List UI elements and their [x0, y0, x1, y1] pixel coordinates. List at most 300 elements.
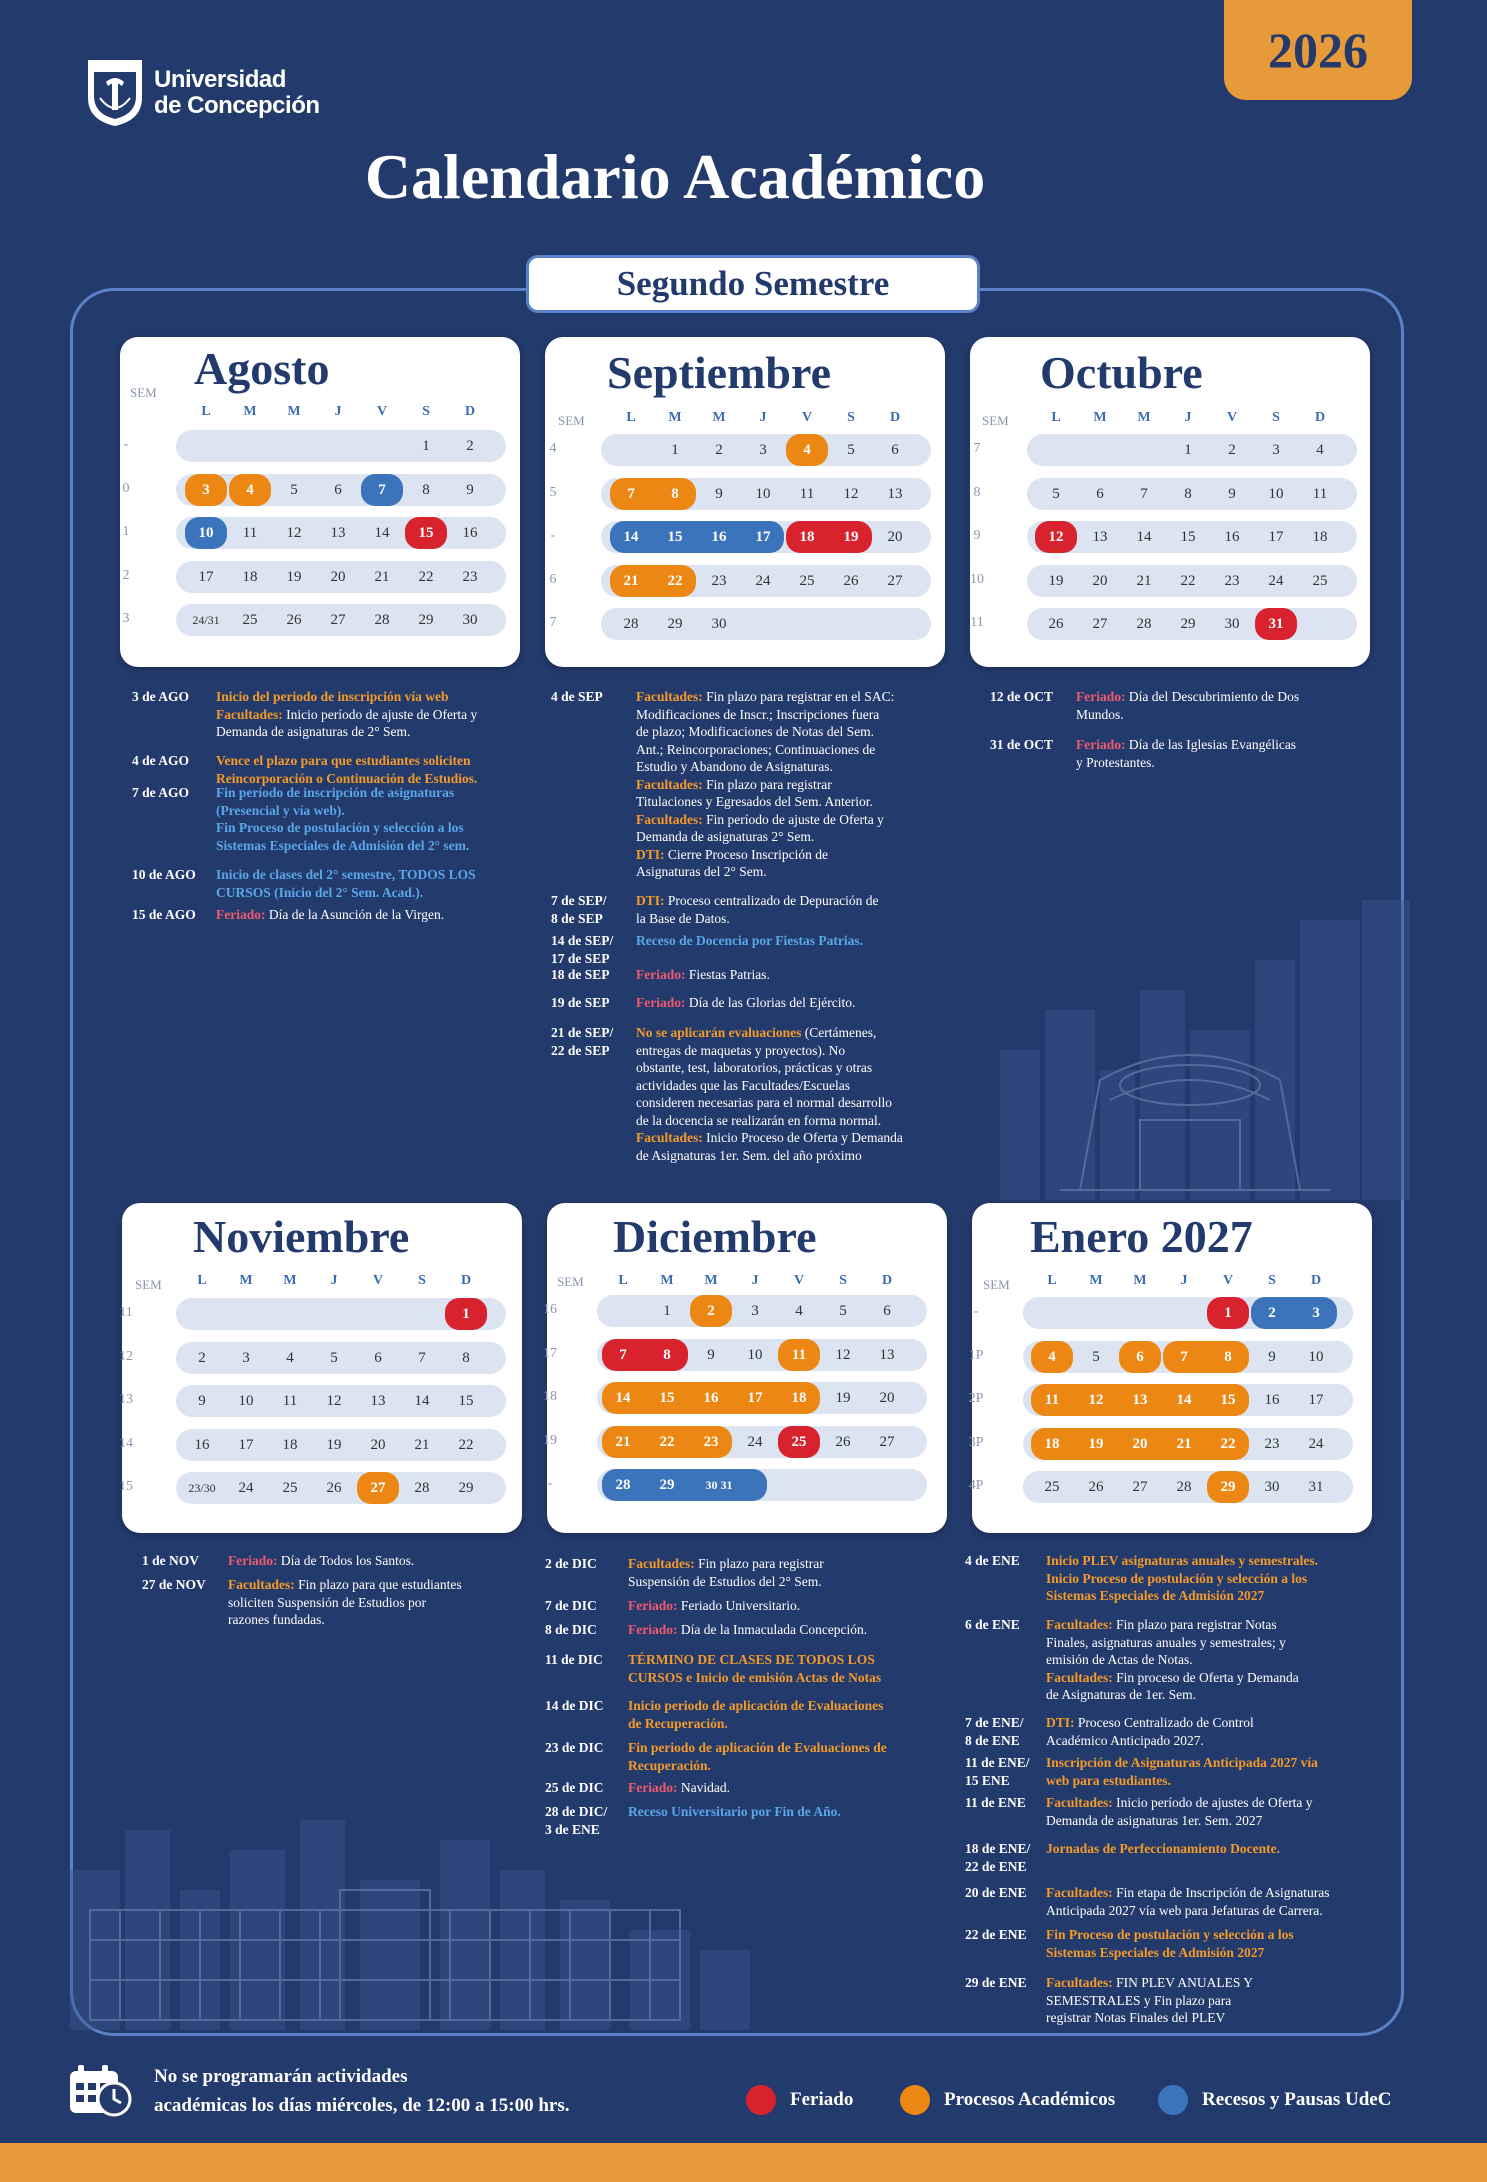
day-cell: 21 — [623, 573, 639, 589]
weekday-header: S — [1268, 1273, 1276, 1288]
weekday-header: V — [372, 1273, 384, 1288]
legend-procesos — [900, 2085, 1115, 2115]
day-cell: 18 — [242, 569, 258, 585]
event-date-line: 7 de SEP/ — [551, 893, 607, 908]
day-cell: 23 — [1224, 573, 1240, 589]
day-cell: 18 — [1312, 529, 1328, 545]
day-cell: 26 — [1048, 616, 1064, 632]
event-date-line: 7 de ENE/ — [965, 1715, 1024, 1730]
weekday-header: L — [626, 410, 636, 425]
day-cell: 23 — [462, 569, 478, 585]
week-number: 19 — [543, 1433, 557, 1448]
event-date-line: 22 de ENE — [965, 1858, 1027, 1874]
event-date — [551, 932, 613, 967]
event-text: Demanda de asignaturas 1er. Sem. 2027 — [1046, 1812, 1263, 1828]
day-cell: 6 — [883, 1303, 891, 1319]
event-item — [545, 1803, 958, 1838]
month-title: Agosto — [194, 343, 330, 394]
day-cell: 2 — [715, 442, 723, 458]
weekday-header: M — [1093, 410, 1107, 425]
event-date — [142, 1552, 199, 1570]
event-line — [636, 1147, 956, 1165]
event-text: Facultades: — [1046, 1669, 1113, 1685]
event-line — [228, 1594, 528, 1612]
event-date-line: 21 de SEP/ — [551, 1025, 614, 1040]
event-line — [216, 802, 536, 820]
event-line — [636, 776, 956, 794]
event-line — [636, 1129, 956, 1147]
event-date — [132, 866, 196, 884]
event-item — [965, 1616, 1386, 1704]
day-cell: 2 — [198, 1350, 206, 1366]
event-line — [628, 1597, 958, 1615]
bottom-band — [0, 2143, 1487, 2182]
week-number: 0 — [122, 481, 130, 496]
day-cell: 24 — [1268, 573, 1284, 589]
event-line — [1046, 1944, 1386, 1962]
event-date — [545, 1597, 597, 1615]
event-item — [545, 1555, 958, 1590]
event-date — [545, 1779, 604, 1797]
day-cell: 1 — [462, 1306, 470, 1322]
event-line — [636, 811, 956, 829]
event-date-line: 4 de SEP — [551, 689, 603, 704]
event-date — [965, 1840, 1030, 1875]
day-cell: 28 — [1136, 616, 1152, 632]
event-item — [965, 1926, 1386, 1961]
weekday-header: M — [1133, 1273, 1147, 1288]
calendar-clock-icon — [68, 2065, 134, 2117]
event-date-line: 31 de OCT — [990, 737, 1054, 752]
event-detail: Fin plazo para que estudiantes — [294, 1577, 462, 1592]
day-cell: 6 — [891, 442, 899, 458]
month-title: Septiembre — [607, 347, 832, 398]
event-line — [628, 1779, 958, 1797]
event-line — [628, 1669, 958, 1687]
event-line — [636, 994, 956, 1012]
event-text: Facultades: — [1046, 1975, 1113, 1990]
event-date-line: 14 de SEP/ — [551, 933, 614, 948]
event-date-line: 17 de SEP — [551, 950, 610, 966]
day-cell: 6 — [1096, 486, 1104, 502]
day-cell: 15 — [1220, 1392, 1236, 1408]
day-cell: 2 — [466, 438, 474, 454]
weekday-header: S — [422, 404, 430, 419]
event-text: de Asignaturas de 1er. Sem. — [1046, 1687, 1196, 1702]
day-cell: 9 — [707, 1347, 715, 1363]
day-cell: 21 — [374, 569, 390, 585]
week-number: 4 — [549, 441, 557, 456]
event-detail: Feriado Universitario. — [677, 1598, 801, 1613]
event-text: consideren necesarias para el normal desarrollo — [636, 1095, 893, 1110]
day-cell: 15 — [667, 529, 683, 545]
event-item — [965, 1794, 1386, 1829]
day-cell: 21 — [414, 1437, 430, 1453]
event-line — [1076, 754, 1376, 772]
event-text: Feriado: — [628, 1598, 678, 1613]
month-title: Octubre — [1040, 347, 1203, 398]
day-cell: 2 — [1228, 442, 1236, 458]
weekday-header: L — [618, 1273, 628, 1288]
day-cell: 20 — [1132, 1436, 1148, 1452]
day-cell: 24 — [1308, 1436, 1324, 1452]
event-text: CURSOS (Inicio del 2° Sem. Acad.). — [216, 884, 424, 900]
weekday-header: M — [243, 404, 257, 419]
day-cell: 12 — [1048, 529, 1064, 545]
event-text: SEMESTRALES y Fin plazo para — [1046, 1992, 1232, 2008]
event-item — [551, 994, 956, 1012]
event-text: Feriado: — [1076, 737, 1126, 752]
day-cell: 13 — [370, 1393, 386, 1409]
event-item — [545, 1697, 958, 1732]
event-date-line: 22 de SEP — [551, 1042, 610, 1058]
event-line — [1046, 1651, 1386, 1669]
weekday-header: D — [1314, 410, 1326, 425]
event-item — [551, 892, 956, 927]
sem-header: SEM — [558, 413, 585, 428]
week-number: 3 — [122, 611, 130, 626]
event-text: Sistemas Especiales de Admisión 2027 — [1046, 1588, 1265, 1603]
event-date-line: 1 de NOV — [142, 1553, 199, 1568]
weekday-header: J — [1180, 1273, 1188, 1288]
day-cell: 13 — [887, 486, 903, 502]
event-item — [545, 1739, 958, 1774]
event-line — [228, 1611, 528, 1629]
day-cell: 9 — [1268, 1349, 1276, 1365]
day-cell: 29 — [458, 1480, 474, 1496]
day-cell: 29 — [1220, 1479, 1236, 1495]
week-number: 8 — [973, 485, 981, 500]
event-item — [132, 866, 536, 901]
week-number: 12 — [119, 1349, 133, 1364]
event-detail: Navidad. — [677, 1780, 730, 1795]
day-cell: 27 — [330, 612, 346, 628]
event-item — [132, 688, 536, 741]
event-line — [636, 910, 956, 928]
event-date — [132, 752, 189, 770]
event-text: registrar Notas Finales del PLEV — [1046, 2010, 1226, 2025]
week-number: 15 — [119, 1479, 133, 1494]
weekday-header: J — [759, 410, 767, 425]
event-item — [965, 1974, 1386, 2027]
day-cell: 7 — [1180, 1349, 1188, 1365]
day-cell: 6 — [334, 482, 342, 498]
day-cell: 7 — [1140, 486, 1148, 502]
event-line — [1076, 688, 1376, 706]
day-cell: 27 — [370, 1480, 386, 1496]
event-date — [990, 688, 1053, 706]
weekday-header: M — [239, 1273, 253, 1288]
event-text: y Protestantes. — [1076, 754, 1155, 770]
event-line — [1046, 1669, 1386, 1687]
event-text: Facultades: — [228, 1577, 295, 1592]
day-cell: 7 — [627, 486, 635, 502]
event-date — [132, 784, 189, 802]
event-text: Demanda de asignaturas de 2° Sem. — [216, 724, 411, 739]
day-cell: 8 — [1224, 1349, 1232, 1365]
event-line — [636, 793, 956, 811]
weekday-header: M — [283, 1273, 297, 1288]
event-date-line: 28 de DIC/ — [545, 1804, 608, 1819]
weekday-header: D — [460, 1273, 472, 1288]
event-date-line: 20 de ENE — [965, 1885, 1027, 1900]
event-date-line: 8 de ENE — [965, 1732, 1020, 1748]
event-line — [636, 1059, 956, 1077]
week-number: - — [550, 528, 556, 543]
day-cell: 10 — [238, 1393, 254, 1409]
weekday-header: J — [751, 1273, 759, 1288]
week-number: 17 — [543, 1346, 557, 1361]
city-skyline-illustration — [990, 900, 1410, 1200]
day-cell: 22 — [667, 573, 683, 589]
event-detail: Día de las Glorias del Ejército. — [685, 995, 856, 1010]
day-cell: 19 — [843, 529, 859, 545]
event-line — [1046, 1714, 1386, 1732]
event-date — [132, 688, 189, 706]
day-cell: 13 — [879, 1347, 895, 1363]
event-text: de plazo; Modificaciones de Notas del Sem. — [636, 724, 875, 739]
event-text: entregas de maquetas y proyectos). No — [636, 1042, 846, 1058]
event-text: Facultades: — [636, 811, 703, 827]
event-date-line: 2 de DIC — [545, 1556, 597, 1571]
day-cell: 13 — [1092, 529, 1108, 545]
weekday-header: J — [334, 404, 342, 419]
week-number: 9 — [973, 528, 981, 543]
day-cell: 16 — [1224, 529, 1240, 545]
event-date — [990, 736, 1053, 754]
event-line — [1046, 1587, 1386, 1605]
event-line — [628, 1651, 958, 1669]
event-date — [965, 1926, 1027, 1944]
event-item — [142, 1576, 528, 1629]
event-line — [636, 932, 956, 950]
day-cell: 6 — [1136, 1349, 1144, 1365]
event-date-line: 8 de SEP — [551, 910, 603, 926]
day-cell: 18 — [1044, 1436, 1060, 1452]
event-line — [628, 1555, 958, 1573]
event-detail: Fiestas Patrias. — [685, 967, 770, 982]
week-number: - — [547, 1476, 553, 1491]
event-item — [545, 1779, 958, 1797]
day-cell: 28 — [615, 1477, 631, 1493]
day-cell: 15 — [418, 525, 434, 541]
event-detail: Día de Todos los Santos. — [277, 1553, 415, 1568]
event-detail: Día de la Inmaculada Concepción. — [677, 1622, 868, 1637]
legend-feriado — [746, 2085, 853, 2115]
event-line — [216, 706, 536, 724]
event-line — [1046, 1616, 1386, 1634]
event-line — [628, 1621, 958, 1639]
event-item — [551, 688, 956, 881]
weekday-header: L — [201, 404, 211, 419]
event-line — [628, 1715, 958, 1733]
event-line — [636, 1042, 956, 1060]
event-text: Feriado: — [628, 1622, 678, 1637]
day-cell: 29 — [667, 616, 683, 632]
event-line — [1046, 1686, 1386, 1704]
event-text: Facultades: — [636, 1130, 703, 1145]
event-text: de Recuperación. — [628, 1715, 728, 1731]
event-date-line: 11 de ENE — [965, 1795, 1026, 1810]
event-date-line: 23 de DIC — [545, 1740, 604, 1755]
event-text: No se aplicarán evaluaciones — [636, 1025, 802, 1040]
event-text: Suspensión de Estudios del 2° Sem. — [628, 1573, 822, 1589]
event-line — [1046, 1794, 1386, 1812]
event-text: Sistemas Especiales de Admisión del 2° sem. — [216, 837, 470, 853]
week-number: 18 — [543, 1389, 557, 1404]
event-date-line: 3 de AGO — [132, 689, 190, 704]
event-item — [965, 1714, 1386, 1749]
sem-header: SEM — [135, 1277, 162, 1292]
day-cell: 15 — [659, 1390, 675, 1406]
event-line — [1076, 736, 1376, 754]
weekday-header: M — [660, 1273, 674, 1288]
event-line — [1046, 1634, 1386, 1652]
event-date — [545, 1555, 597, 1573]
day-cell: 25 — [242, 612, 258, 628]
event-text: Facultades: — [1046, 1617, 1113, 1632]
event-line — [628, 1803, 958, 1821]
day-cell: 11 — [282, 1393, 298, 1409]
event-date — [965, 1974, 1027, 1992]
day-cell: 13 — [330, 525, 346, 541]
event-item — [132, 752, 536, 787]
day-cell: 14 — [374, 525, 390, 541]
event-text: de Asignaturas 1er. Sem. del año próximo — [636, 1147, 862, 1163]
day-cell: 31 — [1268, 616, 1284, 632]
day-cell: 23 — [1264, 1436, 1280, 1452]
event-text: Facultades: — [216, 706, 283, 722]
event-text: Inicio de clases del 2° semestre, TODOS LOS — [216, 867, 476, 882]
event-line — [1046, 1812, 1386, 1830]
day-cell: 17 — [755, 529, 771, 545]
day-cell: 28 — [623, 616, 639, 632]
event-text: Asignaturas del 2° Sem. — [636, 864, 767, 879]
event-date-line: 4 de AGO — [132, 753, 190, 768]
event-date-line: 19 de SEP — [551, 995, 610, 1010]
day-cell: 14 — [623, 529, 639, 545]
event-text: Inicio Proceso de postulación y selección a los — [1046, 1570, 1308, 1586]
day-cell: 7 — [418, 1350, 426, 1366]
day-cell: 23 — [703, 1434, 719, 1450]
week-number: - — [123, 437, 129, 452]
day-cell: 20 — [370, 1437, 386, 1453]
event-text: TÉRMINO DE CLASES DE TODOS LOS — [628, 1652, 875, 1667]
day-cell: 23 — [711, 573, 727, 589]
event-line — [628, 1739, 958, 1757]
event-date-line: 7 de AGO — [132, 785, 190, 800]
event-date — [142, 1576, 206, 1594]
day-cell: 17 — [1268, 529, 1284, 545]
event-detail: Fin plazo para registrar Notas — [1112, 1617, 1277, 1632]
event-text: razones fundadas. — [228, 1612, 325, 1627]
day-cell: 4 — [1316, 442, 1324, 458]
day-cell: 24/31 — [192, 613, 220, 627]
day-cell: 9 — [198, 1393, 206, 1409]
event-line — [1046, 1570, 1386, 1588]
day-cell: 16 — [703, 1390, 719, 1406]
day-cell: 29 — [418, 612, 434, 628]
university-name-2: de Concepción — [154, 92, 320, 119]
event-line — [1046, 1926, 1386, 1944]
day-cell: 26 — [843, 573, 859, 589]
weekday-header: D — [881, 1273, 893, 1288]
day-cell: 4 — [246, 482, 254, 498]
event-text: Receso Universitario por Fin de Año. — [628, 1804, 841, 1819]
weekday-header: S — [418, 1273, 426, 1288]
day-cell: 13 — [1132, 1392, 1148, 1408]
day-cell: 11 — [799, 486, 815, 502]
day-cell: 8 — [462, 1350, 470, 1366]
sem-header: SEM — [557, 1274, 584, 1289]
month-title: Enero 2027 — [1030, 1211, 1253, 1262]
event-date — [965, 1552, 1020, 1570]
event-text: actividades que las Facultades/Escuelas — [636, 1077, 851, 1093]
day-cell: 19 — [835, 1390, 851, 1406]
day-cell: 24 — [238, 1480, 254, 1496]
day-cell: 17 — [198, 569, 214, 585]
event-text: Facultades: — [636, 689, 703, 704]
day-cell: 9 — [715, 486, 723, 502]
day-cell: 16 — [1264, 1392, 1280, 1408]
week-number: - — [973, 1304, 979, 1319]
university-logo — [86, 58, 320, 128]
event-item — [545, 1651, 958, 1686]
event-date — [551, 688, 603, 706]
day-cell: 3 — [1272, 442, 1280, 458]
day-cell: 18 — [282, 1437, 298, 1453]
legend-label: Procesos Académicos — [944, 2089, 1116, 2110]
day-cell: 5 — [847, 442, 855, 458]
event-date-line: 10 de AGO — [132, 867, 196, 882]
event-date-line: 25 de DIC — [545, 1780, 604, 1795]
month-title: Diciembre — [613, 1211, 817, 1262]
event-line — [1046, 2009, 1386, 2027]
day-cell: 22 — [458, 1437, 474, 1453]
event-line — [216, 819, 536, 837]
event-detail: Inicio período de ajuste de Oferta y — [282, 706, 478, 722]
event-detail: Proceso Centralizado de Control — [1074, 1715, 1254, 1730]
event-text: Inicio del periodo de inscripción vía web — [216, 689, 449, 704]
weekday-header: V — [1226, 410, 1238, 425]
event-line — [636, 1112, 956, 1130]
day-cell: 10 — [1308, 1349, 1324, 1365]
day-cell: 20 — [887, 529, 903, 545]
weekday-header: J — [330, 1273, 338, 1288]
event-text: Vence el plazo para que estudiantes soliciten — [216, 753, 471, 768]
event-item — [965, 1884, 1386, 1919]
day-cell: 5 — [290, 482, 298, 498]
day-cell: 30 31 — [705, 1478, 733, 1492]
day-cell: 1 — [422, 438, 430, 454]
event-date — [965, 1884, 1027, 1902]
event-line — [216, 784, 536, 802]
weekday-header: S — [839, 1273, 847, 1288]
weekday-header: V — [1222, 1273, 1234, 1288]
weekday-header: M — [1089, 1273, 1103, 1288]
event-line — [216, 752, 536, 770]
event-line — [636, 846, 956, 864]
week-number: 10 — [970, 572, 984, 587]
day-cell: 20 — [879, 1390, 895, 1406]
event-detail: Proceso centralizado de Depuración de — [664, 893, 879, 908]
event-text: Académico Anticipado 2027. — [1046, 1732, 1204, 1748]
event-item — [965, 1840, 1386, 1875]
weekday-header: M — [668, 410, 682, 425]
day-cell: 2 — [1268, 1305, 1276, 1321]
event-text: Feriado: — [228, 1553, 278, 1568]
event-text: Feriado: — [216, 907, 266, 922]
